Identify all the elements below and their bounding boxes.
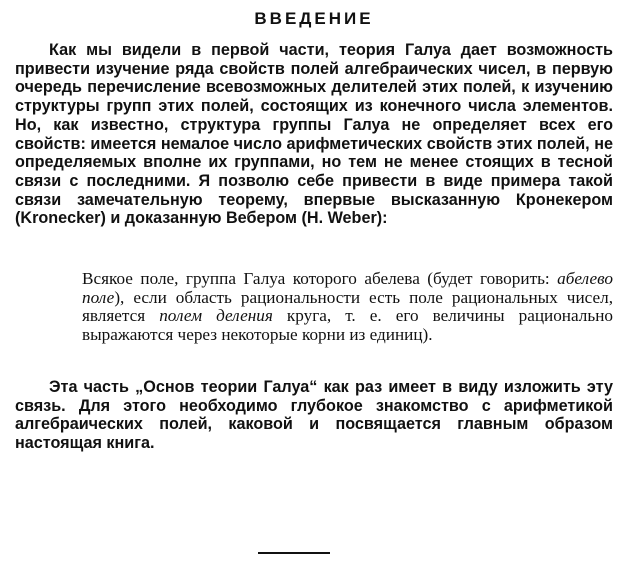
intro-paragraph: Как мы видели в первой части, теория Галуа дает возможность привести изучение ряда свойств полей алгебраических чисел, в первую очередь перечисление всевозможных делителей этих полей, к изучению структуры групп этих полей, состоящих из конечного числа элементов. Но, как известно, структура группы Галуа не определяет всех его свойств: имеется немалое число арифметических свойств этих полей, не определяемых вполне их группами, но тем не менее стоящих в тесной связи с последними. Я позволю себе привести в виде примера такой связи замечательную теорему, впервые высказанную Кронекером (Kronecker) и доказанную Вебером (H. Weber): [15,41,613,228]
quote-term-cyclotomic-field: полем деления [159,306,273,326]
quote-text-3: круга, т. е. его величины рационально выражаются через некоторые корни из единиц). [82,306,613,344]
section-title: ВВЕДЕНИЕ [254,9,374,28]
closing-paragraph: Эта часть „Основ теории Галуа“ как раз имеет в виду изложить эту связь. Для этого необходимо глубокое знакомство с арифметикой алгебраических полей, каковой и посвящается главным образом настоящая книга. [15,378,613,453]
quote-term-abelian-field: абелево поле [82,269,613,307]
quote-text-1: Всякое поле, группа Галуа которого абелева (будет говорить: [82,269,558,288]
quote-text-2: ), если область рациональности есть поле рациональных чисел, является [82,287,613,326]
section-end-divider [258,552,330,554]
theorem-quote [82,270,613,344]
